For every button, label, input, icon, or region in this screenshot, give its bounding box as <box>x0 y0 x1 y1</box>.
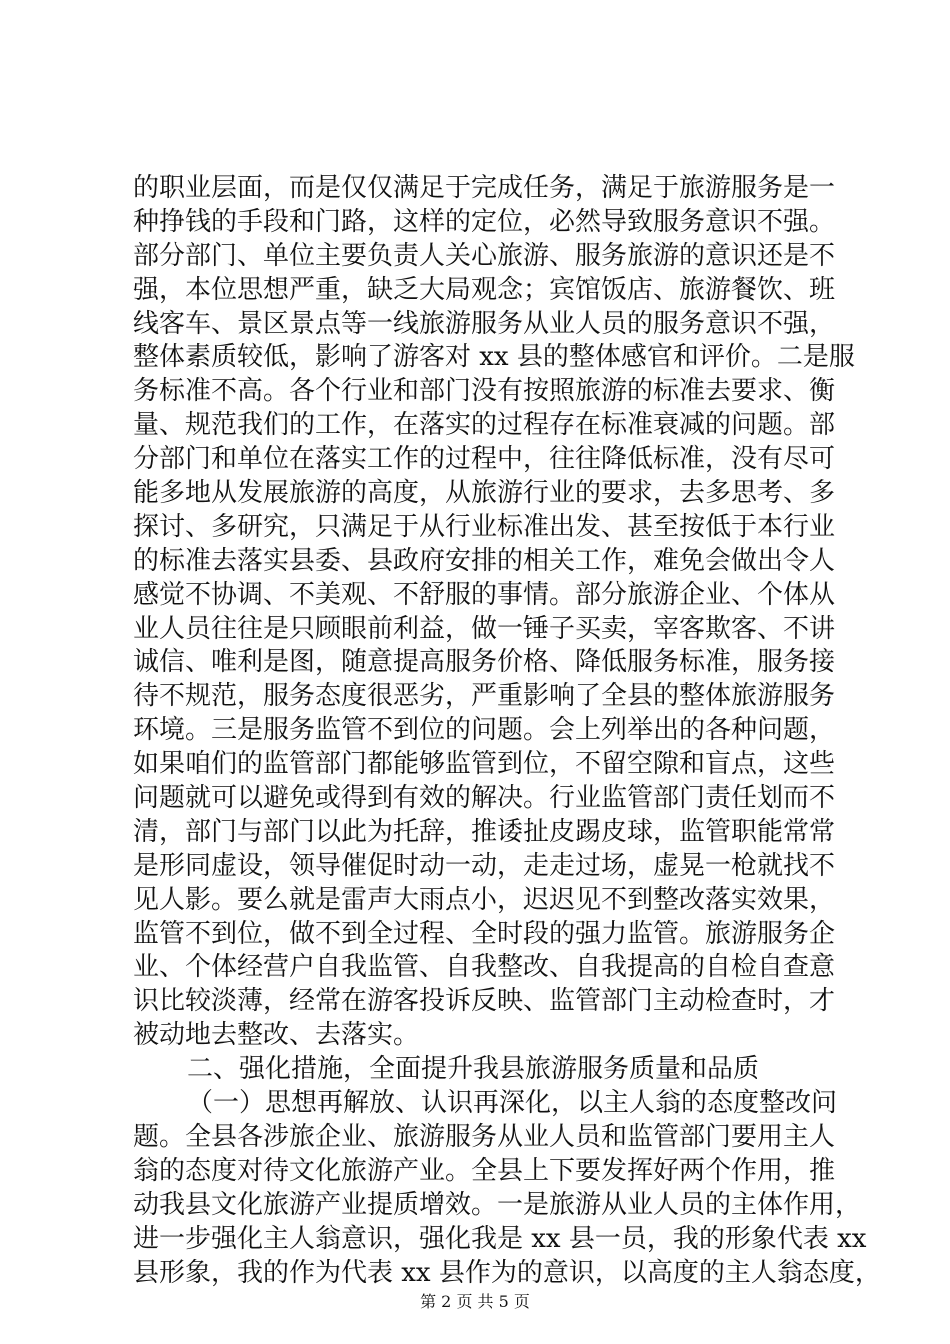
text-line: 探讨、多研究，只满足于从行业标准出发、甚至按低于本行业 <box>133 511 836 542</box>
text-line: 监管不到位，做不到全过程、全时段的强力监管。旅游服务企 <box>133 918 836 949</box>
section-heading: 二、强化措施，全面提升我县旅游服务质量和品质 <box>187 1054 760 1085</box>
text-line: 强，本位思想严重，缺乏大局观念；宾馆饭店、旅游餐饮、班 <box>133 274 836 305</box>
text-line: 部分部门、单位主要负责人关心旅游、服务旅游的意识还是不 <box>133 240 836 271</box>
text-line: 量、规范我们的工作，在落实的过程存在标准衰减的问题。部 <box>133 410 836 441</box>
text-line: 被动地去整改、去落实。 <box>133 1020 420 1051</box>
text-line: 业、个体经营户自我监管、自我整改、自我提高的自检自查意 <box>133 952 836 983</box>
text-line: 线客车、景区景点等一线旅游服务从业人员的服务意识不强， <box>133 308 836 339</box>
text-line: 诚信、唯利是图，随意提高服务价格、降低服务标准，服务接 <box>133 647 836 678</box>
text-line: 翁的态度对待文化旅游产业。全县上下要发挥好两个作用，推 <box>133 1155 836 1186</box>
text-line: 业人员往往是只顾眼前利益，做一锤子买卖，宰客欺客、不讲 <box>133 613 836 644</box>
text-line: 动我县文化旅游产业提质增效。一是旅游从业人员的主体作用， <box>133 1189 862 1220</box>
text-line: 是形同虚设，领导催促时动一动，走走过场，虚晃一枪就找不 <box>133 850 836 881</box>
text-line: 环境。三是服务监管不到位的问题。会上列举出的各种问题， <box>133 715 836 746</box>
text-line: 待不规范，服务态度很恶劣，严重影响了全县的整体旅游服务 <box>133 681 836 712</box>
text-line: 的标准去落实县委、县政府安排的相关工作，难免会做出令人 <box>133 545 836 576</box>
text-line: 清，部门与部门以此为托辞，推诿扯皮踢皮球，监管职能常常 <box>133 816 836 847</box>
text-line: 的职业层面，而是仅仅满足于完成任务，满足于旅游服务是一 <box>133 173 836 203</box>
text-line: 问题就可以避免或得到有效的解决。行业监管部门责任划而不 <box>133 783 836 814</box>
page-footer: 第 2 页 共 5 页 <box>420 1292 530 1311</box>
text-line: 见人影。要么就是雷声大雨点小，迟迟见不到整改落实效果， <box>133 884 836 915</box>
text-line: 整体素质较低，影响了游客对 xx 县的整体感官和评价。二是服 <box>133 342 855 373</box>
text-line: 务标准不高。各个行业和部门没有按照旅游的标准去要求、衡 <box>133 376 836 407</box>
text-line: 感觉不协调、不美观、不舒服的事情。部分旅游企业、个体从 <box>133 579 836 610</box>
text-line: 题。全县各涉旅企业、旅游服务从业人员和监管部门要用主人 <box>133 1121 836 1152</box>
text-line: 县形象，我的作为代表 xx 县作为的意识，以高度的主人翁态度， <box>133 1257 881 1288</box>
text-line: 进一步强化主人翁意识，强化我是 xx 县一员，我的形象代表 xx <box>133 1223 867 1254</box>
text-line: 种挣钱的手段和门路，这样的定位，必然导致服务意识不强。 <box>133 206 836 237</box>
text-line: 分部门和单位在落实工作的过程中，往往降低标准，没有尽可 <box>133 444 836 475</box>
document-body <box>133 172 881 1290</box>
text-line: 识比较淡薄，经常在游客投诉反映、监管部门主动检查时，才 <box>133 986 836 1017</box>
text-line: 能多地从发展旅游的高度，从旅游行业的要求，去多思考、多 <box>133 478 836 509</box>
text-line: 如果咱们的监管部门都能够监管到位，不留空隙和盲点，这些 <box>133 749 836 780</box>
subsection-heading-line: （一）思想再解放、认识再深化，以主人翁的态度整改问 <box>187 1088 838 1119</box>
